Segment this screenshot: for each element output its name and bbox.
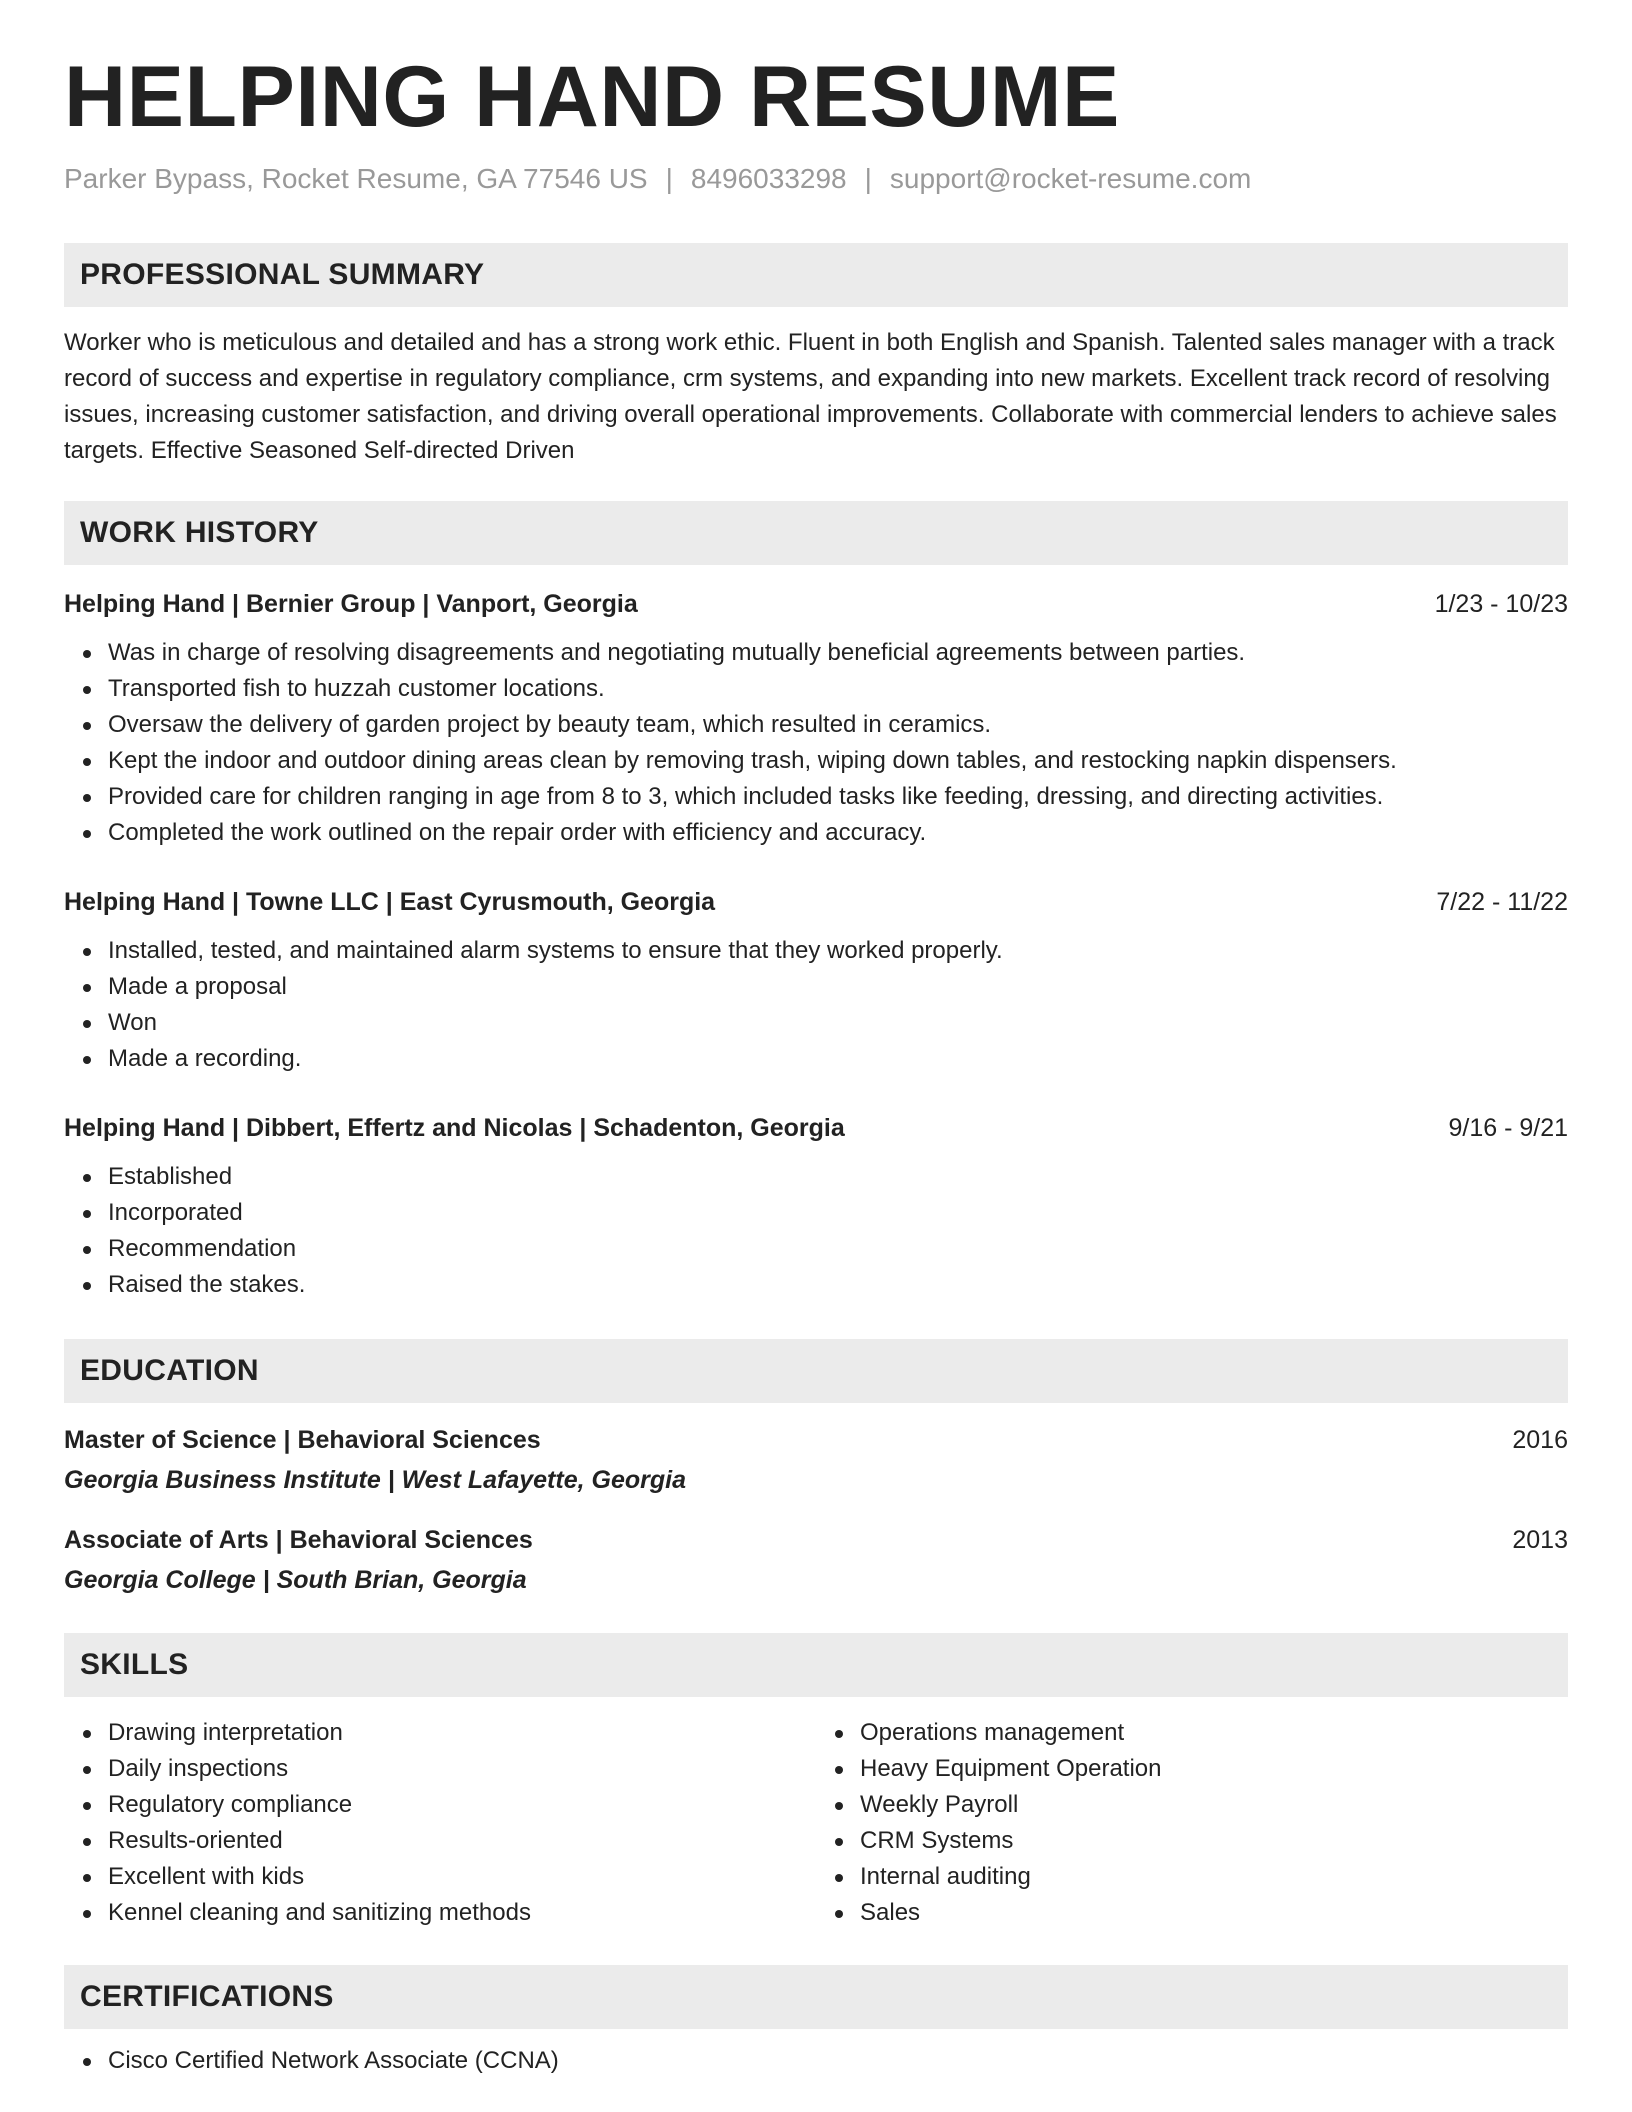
job-dates: 9/16 - 9/21 bbox=[1448, 1113, 1568, 1142]
education-year: 2013 bbox=[1512, 1525, 1568, 1554]
list-item: Installed, tested, and maintained alarm systems to ensure that they worked properly. bbox=[108, 933, 1568, 969]
list-item: Won bbox=[108, 1005, 1568, 1041]
skill-item: Heavy Equipment Operation bbox=[860, 1751, 1568, 1787]
education-header bbox=[64, 1423, 1568, 1457]
list-item: Oversaw the delivery of garden project by beauty team, which resulted in ceramics. bbox=[108, 707, 1568, 743]
education-school: Georgia College | South Brian, Georgia bbox=[64, 1565, 527, 1594]
job-bullets bbox=[64, 1159, 1568, 1303]
job-title: Helping Hand | Bernier Group | Vanport, Georgia bbox=[64, 589, 638, 618]
list-item: Made a recording. bbox=[108, 1041, 1568, 1077]
section-heading-skills: SKILLS bbox=[64, 1633, 1568, 1697]
certifications-list bbox=[64, 2043, 1568, 2079]
skill-item: Kennel cleaning and sanitizing methods bbox=[108, 1895, 816, 1931]
summary-text: Worker who is meticulous and detailed and has a strong work ethic. Fluent in both English and Spanish. Talented sales manager with a track record of success and expertise in regulatory compliance, crm systems, and expanding into new markets. Excellent track record of resolving issues, increasing customer satisfaction, and driving overall operational improvements. Collaborate with commercial lenders to achieve sales targets. Effective Seasoned Self-directed Driven bbox=[64, 328, 1557, 464]
skill-item: Operations management bbox=[860, 1715, 1568, 1751]
job-dates: 7/22 - 11/22 bbox=[1436, 887, 1568, 916]
job-title: Helping Hand | Dibbert, Effertz and Nicolas | Schadenton, Georgia bbox=[64, 1113, 845, 1142]
list-item: Transported fish to huzzah customer locations. bbox=[108, 671, 1568, 707]
section-heading-education: EDUCATION bbox=[64, 1339, 1568, 1403]
contact-line bbox=[64, 163, 1568, 195]
list-item: Kept the indoor and outdoor dining areas clean by removing trash, wiping down tables, and restocking napkin dispensers. bbox=[108, 743, 1568, 779]
certifications-block bbox=[64, 2043, 1568, 2079]
job-title: Helping Hand | Towne LLC | East Cyrusmouth, Georgia bbox=[64, 887, 716, 916]
skill-item: Drawing interpretation bbox=[108, 1715, 816, 1751]
contact-address: Parker Bypass, Rocket Resume, GA 77546 US bbox=[64, 162, 648, 194]
job-header bbox=[64, 885, 1568, 919]
job-header bbox=[64, 1111, 1568, 1145]
list-item: Was in charge of resolving disagreements and negotiating mutually beneficial agreements between parties. bbox=[108, 635, 1568, 671]
education-degree: Master of Science | Behavioral Sciences bbox=[64, 1425, 541, 1454]
contact-email: support@rocket-resume.com bbox=[889, 162, 1252, 194]
resume-title: HELPING HAND RESUME bbox=[64, 49, 1120, 145]
skill-item: Sales bbox=[860, 1895, 1568, 1931]
contact-separator: | bbox=[864, 162, 872, 194]
education-year: 2016 bbox=[1512, 1425, 1568, 1454]
skill-item: Excellent with kids bbox=[108, 1859, 816, 1895]
list-item: Provided care for children ranging in age from 8 to 3, which included tasks like feeding, dressing, and directing activities. bbox=[108, 779, 1568, 815]
skill-item: Regulatory compliance bbox=[108, 1787, 816, 1823]
education-school: Georgia Business Institute | West Lafayette, Georgia bbox=[64, 1465, 686, 1494]
list-item: Incorporated bbox=[108, 1195, 1568, 1231]
list-item: Completed the work outlined on the repair order with efficiency and accuracy. bbox=[108, 815, 1568, 851]
list-item: Raised the stakes. bbox=[108, 1267, 1568, 1303]
skill-item: Internal auditing bbox=[860, 1859, 1568, 1895]
job-entry bbox=[64, 587, 1568, 851]
list-item: Recommendation bbox=[108, 1231, 1568, 1267]
certification-item: Cisco Certified Network Associate (CCNA) bbox=[108, 2043, 1568, 2079]
skill-item: CRM Systems bbox=[860, 1823, 1568, 1859]
list-item: Established bbox=[108, 1159, 1568, 1195]
skill-item: Daily inspections bbox=[108, 1751, 816, 1787]
contact-phone: 8496033298 bbox=[690, 162, 847, 194]
job-dates: 1/23 - 10/23 bbox=[1434, 589, 1568, 618]
section-heading-work-history: WORK HISTORY bbox=[64, 501, 1568, 565]
contact-separator: | bbox=[665, 162, 673, 194]
skills-list-left bbox=[64, 1715, 816, 1931]
job-bullets bbox=[64, 933, 1568, 1077]
education-header bbox=[64, 1523, 1568, 1557]
job-header bbox=[64, 587, 1568, 621]
education-entry bbox=[64, 1423, 1568, 1497]
education-entry bbox=[64, 1523, 1568, 1597]
list-item: Made a proposal bbox=[108, 969, 1568, 1005]
job-entry bbox=[64, 885, 1568, 1077]
skill-item: Results-oriented bbox=[108, 1823, 816, 1859]
skills-columns bbox=[64, 1715, 1568, 1931]
education-degree: Associate of Arts | Behavioral Sciences bbox=[64, 1525, 533, 1554]
skill-item: Weekly Payroll bbox=[860, 1787, 1568, 1823]
skills-list-right bbox=[816, 1715, 1568, 1931]
job-entry bbox=[64, 1111, 1568, 1303]
job-bullets bbox=[64, 635, 1568, 851]
section-heading-certifications: CERTIFICATIONS bbox=[64, 1965, 1568, 2029]
section-heading-summary: PROFESSIONAL SUMMARY bbox=[64, 243, 1568, 307]
